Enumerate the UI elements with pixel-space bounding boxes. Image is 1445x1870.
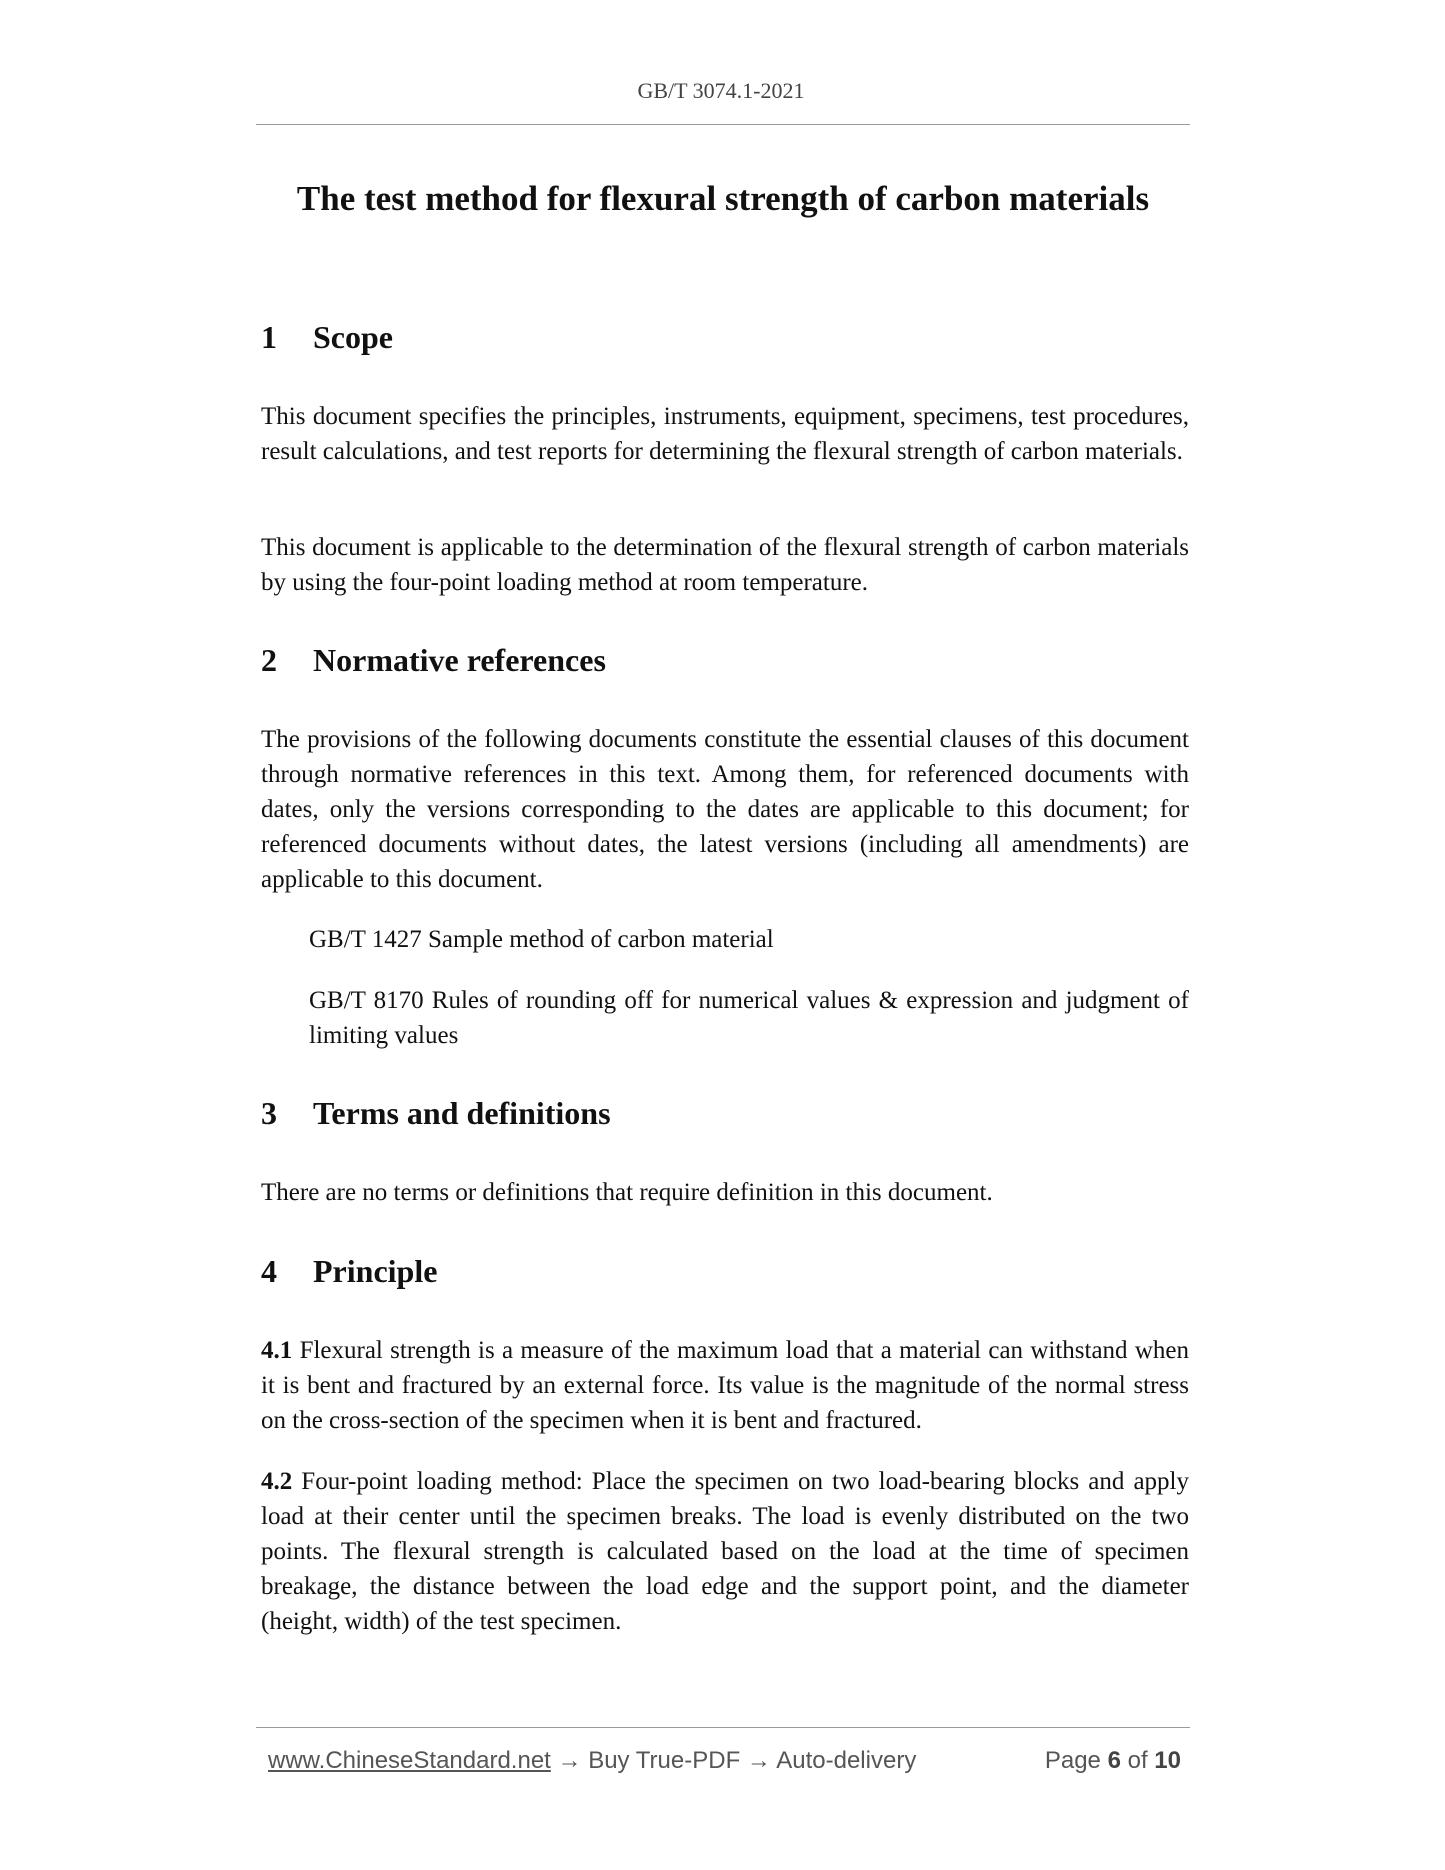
section-1-heading <box>261 318 393 356</box>
terms-paragraph: There are no terms or definitions that require definition in this document. <box>261 1179 993 1206</box>
section-2-heading <box>261 641 606 679</box>
section-1-number: 1 <box>261 319 277 355</box>
header-divider <box>256 124 1190 125</box>
auto-delivery-text: Auto-delivery <box>776 1747 917 1774</box>
document-title: The test method for flexural strength of carbon materials <box>296 179 1150 218</box>
section-3-title: Terms and definitions <box>313 1095 611 1131</box>
clause-4-1-text: Flexural strength is a measure of the maximum load that a material can withstand when it is bent and fractured by an external force. Its value is the magnitude of the normal stress on the cross-section of the specimen when it is bent and fractured. <box>261 1337 1190 1434</box>
clause-4-1 <box>261 1333 1189 1438</box>
clause-4-2-number: 4.2 <box>261 1468 293 1495</box>
section-2-title: Normative references <box>313 642 606 678</box>
site-link[interactable]: www.ChineseStandard.net <box>268 1747 551 1774</box>
scope-paragraph-2: This document is applicable to the determination of the flexural strength of carbon materials by using the four-point loading method at room temperature. <box>261 534 1189 596</box>
page-header-code: GB/T 3074.1-2021 <box>637 78 805 103</box>
arrow-right-icon: → <box>746 1747 771 1774</box>
buy-true-pdf-text: Buy True-PDF <box>588 1747 741 1774</box>
reference-item-gbt-1427: GB/T 1427 Sample method of carbon material <box>309 926 774 953</box>
page-label: Page <box>1044 1747 1101 1774</box>
section-4-number: 4 <box>261 1253 277 1289</box>
section-2-number: 2 <box>261 642 277 678</box>
page-total: 10 <box>1154 1747 1181 1774</box>
clause-4-2-text: Four-point loading method: Place the specimen on two load-bearing blocks and apply load at their center until the specimen breaks. The load is evenly distributed on the two points. The flexural strength is calculated based on the load at the time of specimen breakage, the distance between the load edge and the support point, and the diameter (height, width) of the test specimen. <box>261 1468 1189 1635</box>
section-4-title: Principle <box>313 1253 438 1289</box>
scope-paragraph-1: This document specifies the principles, instruments, equipment, specimens, test procedures, result calculations, and test reports for determining the flexural strength of carbon materials. <box>261 403 1189 465</box>
page-current: 6 <box>1107 1747 1121 1774</box>
section-1-title: Scope <box>313 319 393 355</box>
footer-links <box>268 1747 916 1775</box>
clause-4-1-number: 4.1 <box>261 1337 293 1364</box>
reference-item-gbt-8170: GB/T 8170 Rules of rounding off for numerical values & expression and judgment of limiting values <box>309 987 1189 1049</box>
arrow-right-icon: → <box>557 1747 582 1774</box>
section-3-heading <box>261 1094 611 1132</box>
page-number <box>1045 1747 1181 1775</box>
section-4-heading <box>261 1252 437 1290</box>
clause-4-2 <box>261 1464 1189 1639</box>
normative-references-paragraph: The provisions of the following documents constitute the essential clauses of this document through normative references in this text. Among them, for referenced documents with dates, only the versions corresponding to the dates are applicable to this document; for referenced documents without dates, the latest versions (including all amendments) are applicable to this document. <box>261 726 1189 893</box>
footer-divider <box>256 1727 1190 1728</box>
page-footer <box>268 1747 1181 1783</box>
section-3-number: 3 <box>261 1095 277 1131</box>
page-of-label: of <box>1127 1747 1148 1774</box>
